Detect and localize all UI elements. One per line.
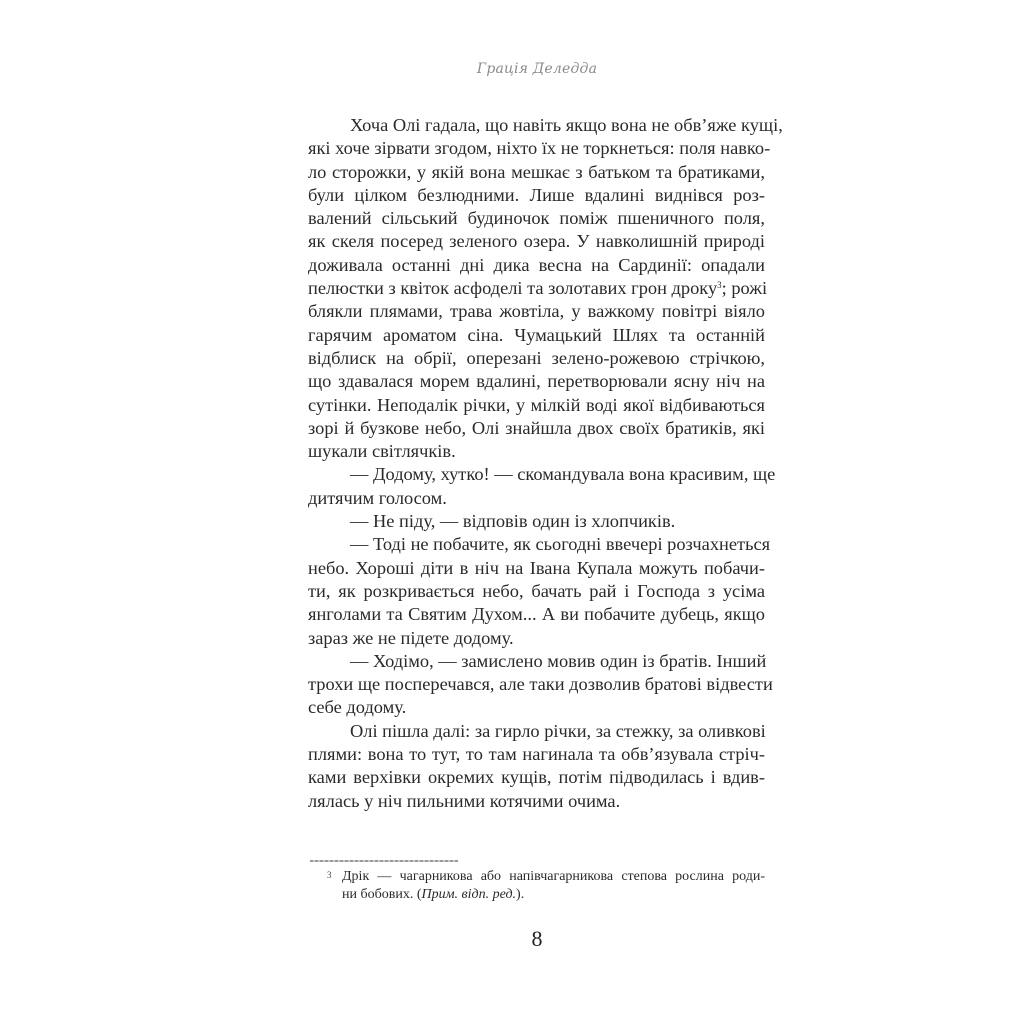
text-line: плями: вона то тут, то там нагинала та обв’язувала стріч- [308,744,765,765]
text-line: шукали світлячків. [308,441,456,462]
text-line: які хоче зірвати згодом, ніхто їх не торкнеться: поля навко- [308,138,771,159]
text-line: пелюстки з квіток асфоделі та золотавих грон дроку$^3$; рожі [308,278,768,299]
footnote-reference[interactable]: 3 [717,280,722,291]
text-line: Хоча Олі гадала, що навіть якщо вона не обв’яже кущі, [350,115,783,135]
text-line: були цілком безлюдними. Лише вдалині виднівся роз- [308,184,765,205]
body-text [308,114,783,813]
text-line: — Ходімо, — замислено мовив один із братів. Інший [350,650,767,671]
text-line: Олі пішла далі: за гирло річки, за стежку, за оливкові [350,720,766,741]
text-line: блякли плямами, трава жовтіла, у важкому повітрі віяло [308,301,765,322]
text-line: — Тоді не побачите, як сьогодні ввечері розчахнеться [350,534,771,555]
footnote-editor-note: Прим. відп. ред. [421,887,517,902]
text-line: янголами та Святим Духом... А ви побачите дубець, якщо [308,604,765,625]
text-line: трохи ще посперечався, але таки дозволив братові відвести [308,674,773,695]
text-line: — Додому, хутко! — скомандувала вона красивим, ще [350,464,776,485]
running-head-author: Грація Деледда [476,61,598,77]
text-line: валений сільський будиночок поміж пшеничного поля, [308,208,765,229]
text-line: небо. Хороші діти в ніч на Івана Купала можуть побачи- [308,557,765,578]
text-line: себе додому. [308,697,407,718]
text-line: зараз же не підете додому. [308,627,514,648]
footnote-text: ни бобових. ( [342,887,422,902]
footnote-text-end: ). [516,887,525,902]
text-line: дитячим голосом. [308,487,447,508]
text-line: ками верхівки окремих кущів, потім підводилась і вдив- [308,767,765,788]
footnote-separator [310,860,458,862]
footnote [342,868,765,904]
text-line: доживала останні дні дика весна на Сардинії: опадали [308,254,765,275]
text-line: лялась у ніч пильними котячими очима. [308,790,621,811]
text-line: як скеля посеред зеленого озера. У навколишній природі [308,231,765,252]
text-line: що здавалася морем вдалині, перетворювали ясну ніч на [308,371,765,392]
page-number: 8 [531,926,543,951]
text-line: ти, як розкривається небо, бачать рай і Господа з усіма [308,580,765,601]
text-line: гарячим ароматом сіна. Чумацький Шлях та останній [308,324,765,345]
footnote-mark: 3 [327,870,332,880]
text-line: відблиск на обрії, оперезані зелено-рожевою стрічкою, [308,347,765,368]
text-line: сутінки. Неподалік річки, у мілкій воді якої відбиваються [308,394,765,415]
footnote-line-1: Дрік — чагарникова або напівчагарникова степова рослина роди- [342,869,765,884]
text-line: ло сторожки, у якій вона мешкає з батьком та братиками, [308,161,765,182]
text-line: зорі й бузкове небо, Олі знайшла двох своїх братиків, які [308,417,765,438]
footnote-line-2 [342,886,765,904]
text-line: — Не піду, — відповів один із хлопчиків. [350,511,676,532]
